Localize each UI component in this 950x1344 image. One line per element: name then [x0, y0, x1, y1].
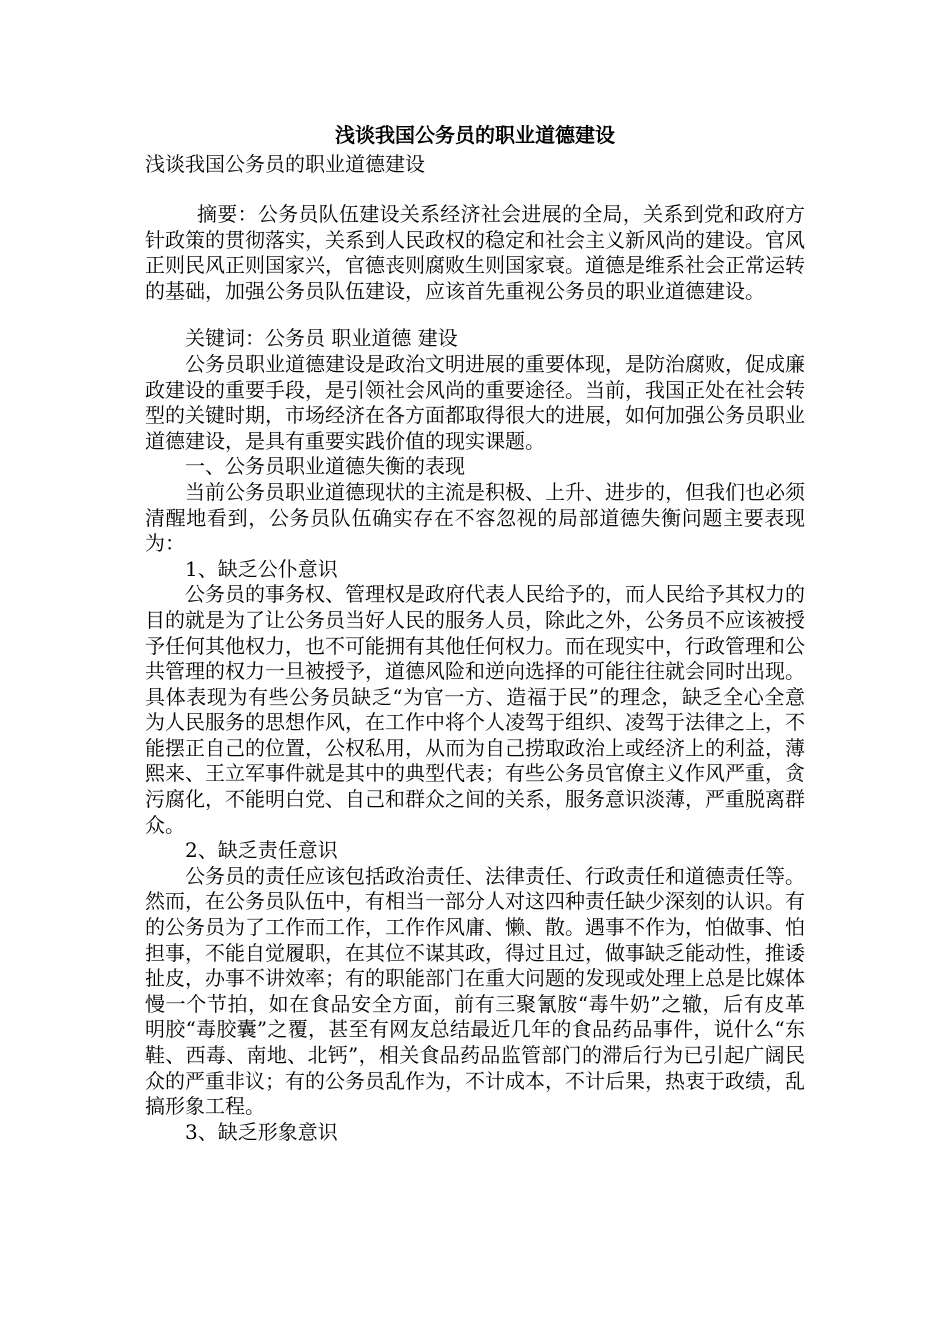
subsection-heading: 3、缺乏形象意识: [185, 1119, 338, 1144]
abstract-paragraph: 摘要：公务员队伍建设关系经济社会进展的全局，关系到党和政府方针政策的贯彻落实，关系到人民政权的稳定和社会主义新风尚的建设。官风正则民风正则国家兴，官德丧则腐败生则国家衰。道德是维系社会正常运转的基础，加强公务员队伍建设，应该首先重视公务员的职业道德建设。: [145, 202, 805, 303]
intro-paragraph: 公务员职业道德建设是政治文明进展的重要体现，是防治腐败，促成廉政建设的重要手段，是引领社会风尚的重要途径。当前，我国正处在社会转型的关键时期，市场经济在各方面都取得很大的进展，如何加强公务员职业道德建设，是具有重要实践价值的现实课题。: [145, 351, 805, 453]
subsection-heading: 2、缺乏责任意识: [185, 838, 338, 863]
body-paragraph: 公务员的事务权、管理权是政府代表人民给予的，而人民给予其权力的目的就是为了让公务员当好人民的服务人员，除此之外，公务员不应该被授予任何其他权力，也不可能拥有其他任何权力。而在现实中，行政管理和公共管理的权力一旦被授予，道德风险和逆向选择的可能往往就会同时出现。具体表现为有些公务员缺乏“为官一方、造福于民”的理念，缺乏全心全意为人民服务的思想作风，在工作中将个人凌驾于组织、凌驾于法律之上，不能摆正自己的位置，公权私用，从而为自己捞取政治上或经济上的利益，薄熙来、王立军事件就是其中的典型代表；有些公务员官僚主义作风严重，贪污腐化，不能明白党、自己和群众之间的关系，服务意识淡薄，严重脱离群众。: [145, 582, 805, 837]
keywords-line: 关键词：公务员 职业道德 建设: [185, 326, 458, 351]
document-page: [145, 118, 805, 1145]
blank-line: [145, 304, 805, 326]
document-title: 浅谈我国公务员的职业道德建设: [335, 123, 615, 147]
document-subtitle: 浅谈我国公务员的职业道德建设: [145, 152, 425, 176]
section-heading: 一、公务员职业道德失衡的表现: [185, 454, 465, 479]
body-paragraph: 当前公务员职业道德现状的主流是积极、上升、进步的，但我们也必须清醒地看到，公务员队伍确实存在不容忽视的局部道德失衡问题主要表现为：: [145, 479, 805, 556]
subsection-heading: 1、缺乏公仆意识: [185, 556, 338, 581]
blank-line: [145, 177, 805, 202]
body-paragraph: 公务员的责任应该包括政治责任、法律责任、行政责任和道德责任等。然而，在公务员队伍中，有相当一部分人对这四种责任缺少深刻的认识。有的公务员为了工作而工作，工作作风庸、懒、散。遇事不作为，怕做事、怕担事，不能自觉履职，在其位不谋其政，得过且过，做事缺乏能动性，推诿扯皮，办事不讲效率；有的职能部门在重大问题的发现或处理上总是比媒体慢一个节拍，如在食品安全方面，前有三聚氰胺“毒牛奶”之辙，后有皮革明胶“毒胶囊”之覆，甚至有网友总结最近几年的食品药品事件，说什么“东鞋、西毒、南地、北钙”，相关食品药品监管部门的滞后行为已引起广阔民众的严重非议；有的公务员乱作为，不计成本，不计后果，热衷于政绩，乱搞形象工程。: [145, 863, 805, 1119]
